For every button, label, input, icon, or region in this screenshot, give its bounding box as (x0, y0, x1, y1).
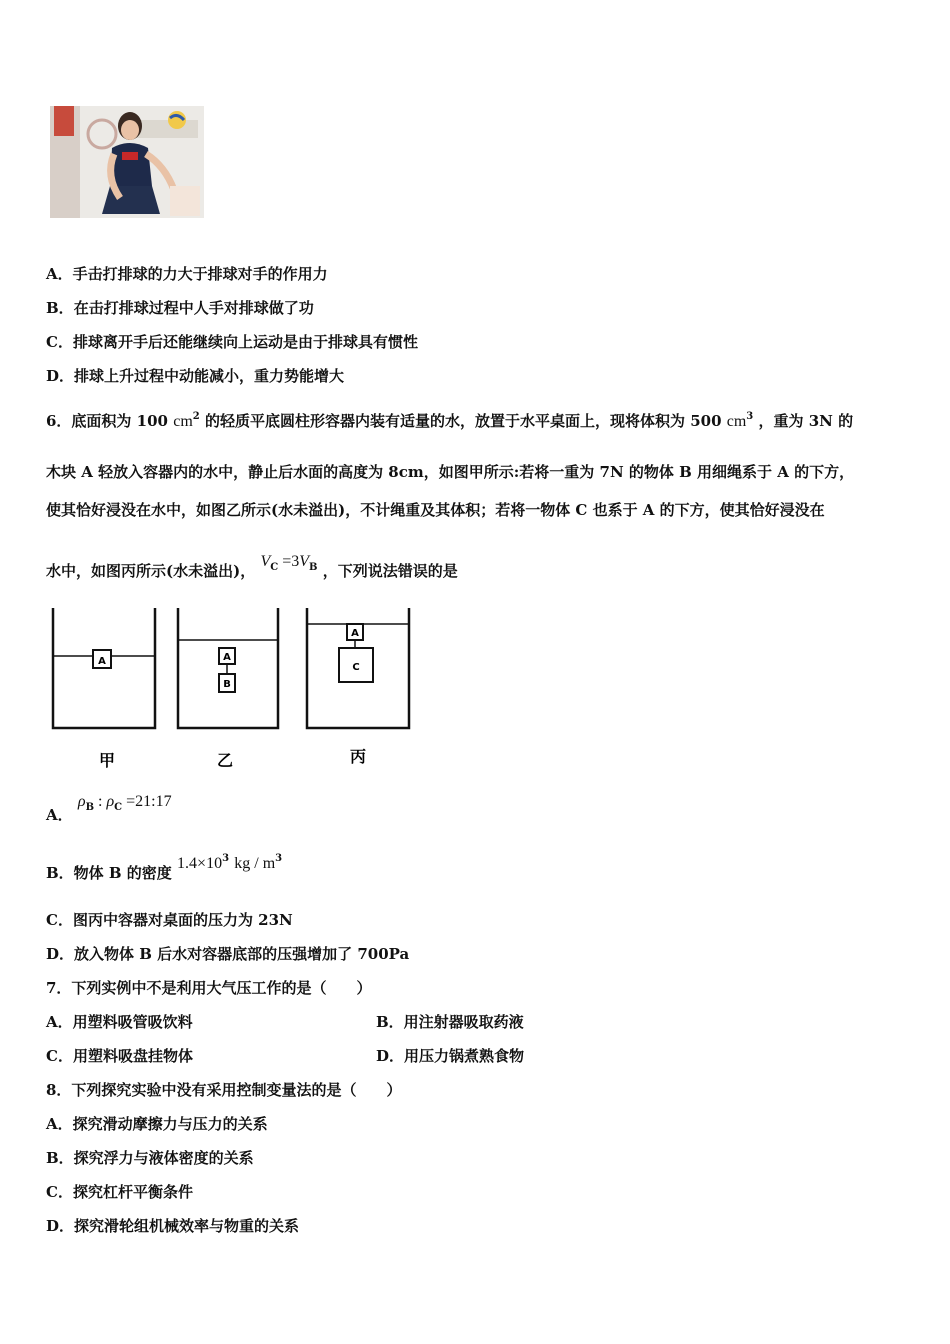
q5-option-b: B．在击打排球过程中人手对排球做了功 (46, 299, 314, 317)
figure-bing-label: 丙 (349, 747, 367, 766)
q7-stem: 7．下列实例中不是利用大气压工作的是（ ） (46, 979, 372, 997)
q6-option-a: A． $\rho_B$ : $\rho_C$ =21:17 (46, 793, 172, 824)
q6-option-d: D．放入物体 B 后水对容器底部的压强增加了 700Pa (46, 945, 410, 963)
q5-option-d: D．排球上升过程中动能减小，重力势能增大 (46, 367, 345, 385)
figure-yi-label: 乙 (216, 751, 234, 770)
block-c-label-bing: C (352, 662, 360, 673)
q6-stem-line3: 使其恰好浸没在水中，如图乙所示(水未溢出)，不计绳重及其体积；若将一物体 C 也系于 A 的下方，使其恰好浸没在 (46, 501, 825, 519)
q6-stem-line2: 木块 A 轻放入容器内的水中，静止后水面的高度为 8cm，如图甲所示:若将一重为 7N 的物体 B 用细绳系于 A 的下方， (46, 463, 855, 481)
q6-volume-formula: $V_C =3V_B$ (260, 553, 318, 573)
block-a-label-yi: A (223, 652, 231, 663)
q5-option-c: C．排球离开手后还能继续向上运动是由于排球具有惯性 (46, 333, 418, 351)
figure-jia-label: 甲 (98, 751, 116, 770)
density-ratio-formula: $\rho_B$ : $\rho_C$ =21:17 (77, 793, 172, 813)
q6-container-figures (45, 600, 425, 780)
q7-option-a: A．用塑料吸管吸饮料 (46, 1013, 193, 1031)
density-value: $1.4\times 10^3$ kg / $m^3$ (177, 853, 283, 872)
figure-yi (178, 608, 278, 728)
q8-option-a: A．探究滑动摩擦力与压力的关系 (46, 1115, 268, 1133)
q8-stem: 8．下列探究实验中没有采用控制变量法的是（ ） (46, 1081, 402, 1099)
q8-option-b: B．探究浮力与液体密度的关系 (46, 1149, 254, 1167)
q8-option-d: D．探究滑轮组机械效率与物重的关系 (46, 1217, 300, 1235)
block-a-label-bing: A (351, 628, 359, 639)
q7-option-b: B．用注射器吸取药液 (376, 1013, 524, 1031)
volleyball-player-image (50, 106, 204, 218)
block-b-label-yi: B (223, 679, 231, 690)
q6-diagram (45, 600, 425, 780)
volleyball-photo (50, 106, 204, 218)
q5-option-a: A．手击打排球的力大于排球对手的作用力 (46, 265, 328, 283)
q7-option-d: D．用压力锅煮熟食物 (376, 1047, 525, 1065)
q6-stem-line4: 水中，如图丙所示(水未溢出)， $V_C =3V_B$ ，下列说法错误的是 (46, 553, 458, 580)
q8-option-c: C．探究杠杆平衡条件 (46, 1183, 193, 1201)
q6-stem-line1: 6．底面积为 100 $cm^2$ 的轻质平底圆柱形容器内装有适量的水，放置于水平桌面上，现将体积为 500 $cm^3$ ，重为 3N 的 (46, 411, 854, 430)
q6-option-b: B．物体 B 的密度 $1.4\times 10^3$ kg / $m^3$ (46, 853, 283, 882)
figure-jia (53, 608, 155, 728)
block-a-label-jia: A (98, 656, 106, 667)
q7-option-c: C．用塑料吸盘挂物体 (46, 1047, 193, 1065)
q6-option-c: C．图丙中容器对桌面的压力为 23N (46, 911, 293, 929)
